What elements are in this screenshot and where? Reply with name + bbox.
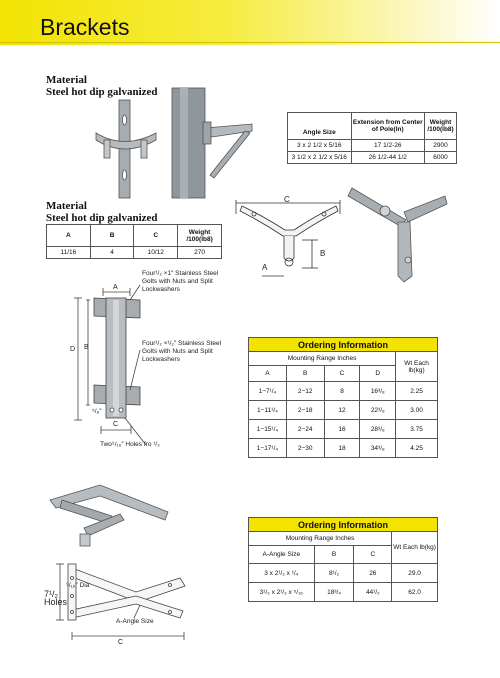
ordering-table-2 bbox=[248, 517, 438, 602]
th-col-c: C bbox=[324, 366, 360, 382]
table-cell: 1−15¹/₄ bbox=[249, 420, 287, 439]
table-cell: 6000 bbox=[425, 152, 457, 164]
table-cell: 3¹/₂ x 2¹/₂ x ⁵/₁₆ bbox=[249, 583, 315, 602]
table-cell: 34³/₈ bbox=[360, 439, 396, 458]
table-cell: 1−11¹/₄ bbox=[249, 401, 287, 420]
th-weight: Weight /100(lb8) bbox=[425, 113, 457, 140]
th-col-a: A bbox=[249, 366, 287, 382]
table-cell: 11/16 bbox=[47, 247, 91, 259]
table-cell: 1−7¹/₄ bbox=[249, 382, 287, 401]
page-title: Brackets bbox=[40, 14, 130, 40]
table-cell: 16 bbox=[324, 420, 360, 439]
th-col-b: B bbox=[286, 366, 324, 382]
th-col-d: D bbox=[360, 366, 396, 382]
dim-frac: ⁵/₈″ bbox=[92, 408, 102, 415]
table-cell: 16³/₈ bbox=[360, 382, 396, 401]
material-label: Material bbox=[46, 74, 87, 86]
ordering-title: Ordering Information bbox=[249, 518, 438, 532]
pole-image bbox=[172, 88, 252, 198]
th-col-angle-size: A-Angle Size bbox=[249, 546, 315, 564]
table-cell: 270 bbox=[178, 247, 222, 259]
bracket-image-1 bbox=[96, 100, 156, 198]
material-label: Material bbox=[46, 200, 87, 212]
th-wt-each: Wt Each lb(kg) bbox=[392, 532, 438, 564]
table-cell: 2−12 bbox=[286, 382, 324, 401]
table-cell: 17 1/2-26 bbox=[351, 140, 425, 152]
table-cell: 44¹/₂ bbox=[354, 583, 392, 602]
dim-label-a: A bbox=[113, 284, 118, 291]
holes-label: 7¹/₂ Holes bbox=[44, 589, 68, 607]
table-cell: 1−17¹/₄ bbox=[249, 439, 287, 458]
table-cell: 2−30 bbox=[286, 439, 324, 458]
table-cell: 28³/₈ bbox=[360, 420, 396, 439]
table-cell: 4 bbox=[90, 247, 134, 259]
th-col-b: B bbox=[314, 546, 354, 564]
th-b: B bbox=[90, 225, 134, 247]
table-row bbox=[249, 420, 438, 439]
table-row bbox=[288, 140, 457, 152]
table-cell: 2900 bbox=[425, 140, 457, 152]
note-holes: Two⁹/₁₆″ Holes fro ¹/₂ bbox=[100, 441, 160, 448]
table-row bbox=[249, 583, 438, 602]
table-cell: 18 bbox=[324, 439, 360, 458]
dim-label-b: B bbox=[84, 344, 89, 351]
material-value: Steel hot dip galvanized bbox=[46, 86, 158, 98]
table-cell: 29.0 bbox=[392, 564, 438, 583]
bracket-drawing-2 bbox=[236, 200, 340, 276]
th-extension: Extension from Center of Pole(In) bbox=[351, 113, 425, 140]
note-mid-bolts: Four¹/₂ ×¹/₂″ Stainless Steel Golts with Nuts and Split Lockwashers bbox=[142, 340, 222, 363]
table-row bbox=[249, 382, 438, 401]
dim-label-b: B bbox=[320, 249, 326, 258]
table-cell: 8¹/₂ bbox=[314, 564, 354, 583]
vertical-bracket-drawing bbox=[74, 285, 146, 445]
dim-label-c: C bbox=[284, 195, 290, 204]
note-top-bolts: Four¹/₂ ×1″ Stainless Steel Golts with Nuts and Split Lockwashers bbox=[142, 270, 219, 293]
table-cell: 4.25 bbox=[396, 439, 438, 458]
table-cell: 3.00 bbox=[396, 401, 438, 420]
ordering-title: Ordering Information bbox=[249, 338, 438, 352]
dim-label-d: D bbox=[70, 346, 76, 353]
th-weight: Weight /100(lb8) bbox=[178, 225, 222, 247]
table-cell: 62.0 bbox=[392, 583, 438, 602]
bracket-photo-2 bbox=[348, 188, 447, 282]
angle-size-table bbox=[287, 112, 457, 164]
table-row bbox=[288, 152, 457, 164]
material-value: Steel hot dip galvanized bbox=[46, 212, 158, 224]
th-wt-each: Wt Each lb(kg) bbox=[396, 352, 438, 382]
table-cell: 3.75 bbox=[396, 420, 438, 439]
abc-weight-table bbox=[46, 224, 222, 259]
table-row bbox=[249, 439, 438, 458]
table-cell: 3 1/2 x 2 1/2 x 5/16 bbox=[288, 152, 352, 164]
table-cell: 26 bbox=[354, 564, 392, 583]
table-row bbox=[249, 564, 438, 583]
table-cell: 12 bbox=[324, 401, 360, 420]
table-row bbox=[249, 401, 438, 420]
dim-label-c: C bbox=[113, 421, 119, 428]
table-cell: 2−24 bbox=[286, 420, 324, 439]
th-col-c: C bbox=[354, 546, 392, 564]
table-cell: 3 x 2¹/₂ x ¹/₄ bbox=[249, 564, 315, 583]
th-a: A bbox=[47, 225, 91, 247]
th-angle-size: Angle Size bbox=[288, 113, 352, 140]
dim-label-c: C bbox=[118, 639, 124, 646]
angle-bracket-photo bbox=[50, 485, 168, 546]
dim-label-a: A bbox=[262, 263, 268, 272]
table-cell: 26 1/2-44 1/2 bbox=[351, 152, 425, 164]
table-cell: 10/12 bbox=[134, 247, 178, 259]
th-mounting-range: Mounting Range Inches bbox=[249, 532, 392, 546]
table-row bbox=[47, 247, 222, 259]
th-c: C bbox=[134, 225, 178, 247]
th-mounting-range: Mounting Range Inches bbox=[249, 352, 396, 366]
table-cell: 18³/₄ bbox=[314, 583, 354, 602]
angle-size-label: A-Angle Size bbox=[116, 618, 154, 625]
angle-bracket-drawing bbox=[56, 564, 185, 640]
table-cell: 2−18 bbox=[286, 401, 324, 420]
dia-label: ⁹/₁₆″ Dia bbox=[66, 582, 90, 589]
material-block-2 bbox=[46, 200, 158, 224]
ordering-table-1 bbox=[248, 337, 438, 458]
table-cell: 2.25 bbox=[396, 382, 438, 401]
table-cell: 3 x 2 1/2 x 5/16 bbox=[288, 140, 352, 152]
table-cell: 22³/₈ bbox=[360, 401, 396, 420]
table-cell: 8 bbox=[324, 382, 360, 401]
